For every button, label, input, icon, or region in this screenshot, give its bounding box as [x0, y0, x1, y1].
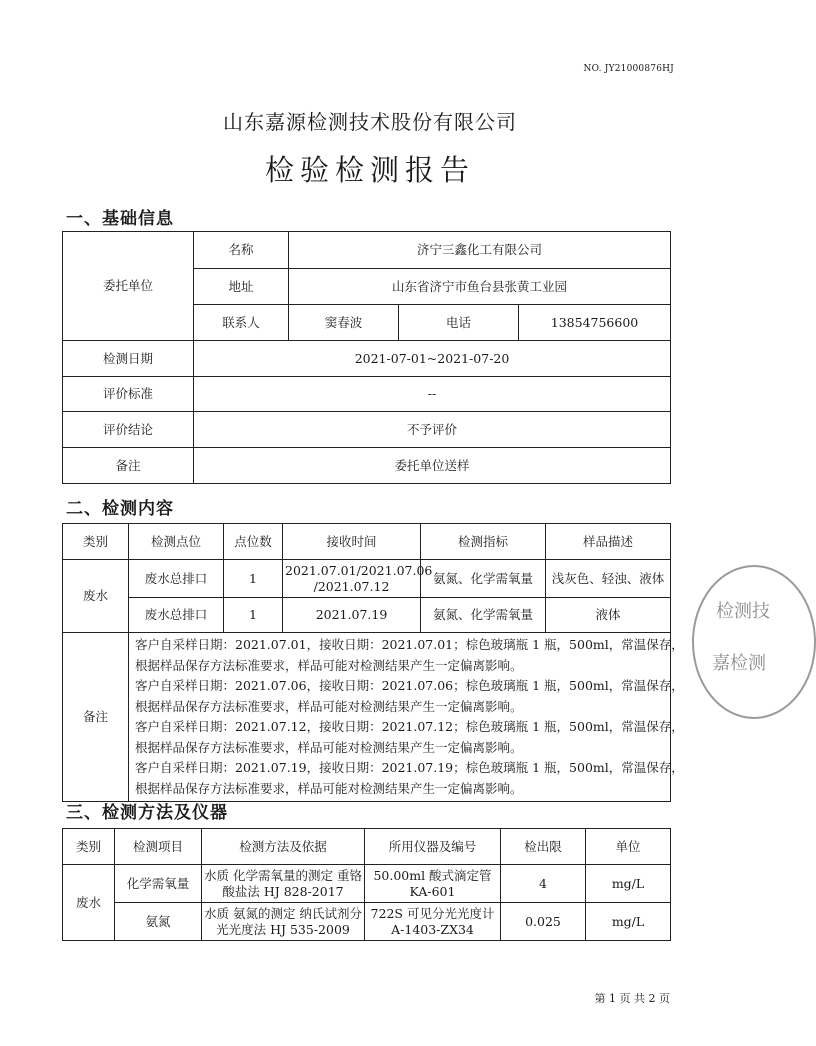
- method-line1: 水质 化学需氧量的测定 重铬: [204, 867, 362, 883]
- detection-limit-cell: 4: [501, 865, 586, 903]
- method-line2: 光光度法 HJ 535-2009: [216, 921, 350, 937]
- stamp-text-bottom: 嘉检测: [712, 653, 766, 674]
- stamp-text-top: 检测技: [716, 601, 770, 622]
- remark-line: 客户自采样日期：2021.07.06，接收日期：2021.07.06；棕色玻璃瓶 1 瓶，500ml，常温保存，: [135, 678, 684, 693]
- method-cell: [202, 865, 365, 903]
- standard-value: --: [194, 377, 671, 412]
- remark-line: 根据样品保存方法标准要求，样品可能对检测结果产生一定偏离影响。: [135, 657, 523, 673]
- col-header-item: 检测项目: [115, 829, 202, 865]
- company-name: 山东嘉源检测技术股份有限公司: [223, 110, 517, 134]
- instrument-line1: 722S 可见分光光度计: [370, 905, 495, 921]
- sample-desc-cell: 浅灰色、轻浊、液体: [546, 560, 671, 598]
- col-header-sample-desc: 样品描述: [546, 524, 671, 560]
- instrument-cell: [365, 903, 501, 941]
- col-header-instrument: 所用仪器及编号: [365, 829, 501, 865]
- indicator-cell: 氨氮、化学需氧量: [421, 598, 546, 633]
- instrument-line2: A-1403-ZX34: [391, 921, 474, 937]
- col-header-point: 检测点位: [129, 524, 224, 560]
- section-heading-test-content: 二、检测内容: [66, 499, 174, 519]
- basic-info-table: [62, 231, 671, 484]
- method-line2: 酸盐法 HJ 828-2017: [222, 883, 344, 899]
- method-line1: 水质 氨氮的测定 纳氏试剂分: [204, 905, 362, 921]
- point-cell: 废水总排口: [129, 598, 224, 633]
- remark-line: 根据样品保存方法标准要求，样品可能对检测结果产生一定偏离影响。: [135, 739, 523, 755]
- contact-value: 窦春波: [289, 305, 399, 341]
- indicator-cell: 氨氮、化学需氧量: [421, 560, 546, 598]
- remark-line: 根据样品保存方法标准要求，样品可能对检测结果产生一定偏离影响。: [135, 698, 523, 714]
- receive-time-line1: 2021.07.01/2021.07.06: [285, 562, 433, 578]
- col-header-count: 点位数: [224, 524, 283, 560]
- col-header-unit: 单位: [586, 829, 671, 865]
- col-header-indicator: 检测指标: [421, 524, 546, 560]
- remarks-label: 备注: [63, 633, 129, 802]
- instrument-line1: 50.00ml 酸式滴定管: [373, 867, 492, 883]
- table-row: [63, 903, 671, 941]
- instrument-line2: KA-601: [409, 883, 456, 899]
- official-seal-stamp: [692, 565, 816, 719]
- method-cell: [202, 903, 365, 941]
- section-heading-methods: 三、检测方法及仪器: [66, 803, 228, 823]
- category-cell: 废水: [63, 560, 129, 633]
- col-header-category: 类别: [63, 524, 129, 560]
- conclusion-value: 不予评价: [194, 412, 671, 448]
- methods-table: [62, 828, 671, 941]
- col-header-category: 类别: [63, 829, 115, 865]
- test-date-label: 检测日期: [63, 341, 194, 377]
- col-header-method: 检测方法及依据: [202, 829, 365, 865]
- count-cell: 1: [224, 560, 283, 598]
- client-label: 委托单位: [63, 232, 194, 341]
- contact-label: 联系人: [194, 305, 289, 341]
- col-header-receive-time: 接收时间: [283, 524, 421, 560]
- point-cell: 废水总排口: [129, 560, 224, 598]
- note-label: 备注: [63, 448, 194, 484]
- instrument-cell: [365, 865, 501, 903]
- test-date-value: 2021-07-01~2021-07-20: [194, 341, 671, 377]
- remark-line: 客户自采样日期：2021.07.01，接收日期：2021.07.01；棕色玻璃瓶 1 瓶，500ml，常温保存，: [135, 637, 684, 652]
- report-title: 检验检测报告: [264, 153, 475, 187]
- standard-label: 评价标准: [63, 377, 194, 412]
- address-label: 地址: [194, 269, 289, 305]
- page-number: 第 1 页 共 2 页: [594, 992, 670, 1005]
- col-header-detection-limit: 检出限: [501, 829, 586, 865]
- category-cell: 废水: [63, 865, 115, 941]
- count-cell: 1: [224, 598, 283, 633]
- receive-time-line2: /2021.07.12: [313, 578, 390, 594]
- sample-desc-cell: 液体: [546, 598, 671, 633]
- test-content-table: [62, 523, 684, 802]
- address-value: 山东省济宁市鱼台县张黄工业园: [289, 269, 671, 305]
- item-cell: 化学需氧量: [115, 865, 202, 903]
- item-cell: 氨氮: [115, 903, 202, 941]
- table-row: [63, 865, 671, 903]
- remark-line: 客户自采样日期：2021.07.19，接收日期：2021.07.19；棕色玻璃瓶 1 瓶，500ml，常温保存，: [135, 760, 684, 775]
- table-row: [63, 560, 671, 598]
- receive-time-cell: [283, 560, 433, 598]
- receive-time-cell: 2021.07.19: [283, 598, 421, 633]
- detection-limit-cell: 0.025: [501, 903, 586, 941]
- report-number: NO. JY21000876HJ: [583, 64, 674, 74]
- remark-line: 客户自采样日期：2021.07.12，接收日期：2021.07.12；棕色玻璃瓶 1 瓶，500ml，常温保存，: [135, 719, 684, 734]
- note-value: 委托单位送样: [194, 448, 671, 484]
- phone-label: 电话: [399, 305, 519, 341]
- name-label: 名称: [194, 232, 289, 269]
- unit-cell: mg/L: [586, 865, 671, 903]
- table-row: [63, 598, 671, 633]
- section-heading-basic-info: 一、基础信息: [66, 209, 174, 229]
- phone-value: 13854756600: [519, 305, 671, 341]
- remarks-text: [129, 633, 684, 802]
- name-value: 济宁三鑫化工有限公司: [289, 232, 671, 269]
- remark-line: 根据样品保存方法标准要求，样品可能对检测结果产生一定偏离影响。: [135, 780, 523, 796]
- unit-cell: mg/L: [586, 903, 671, 941]
- conclusion-label: 评价结论: [63, 412, 194, 448]
